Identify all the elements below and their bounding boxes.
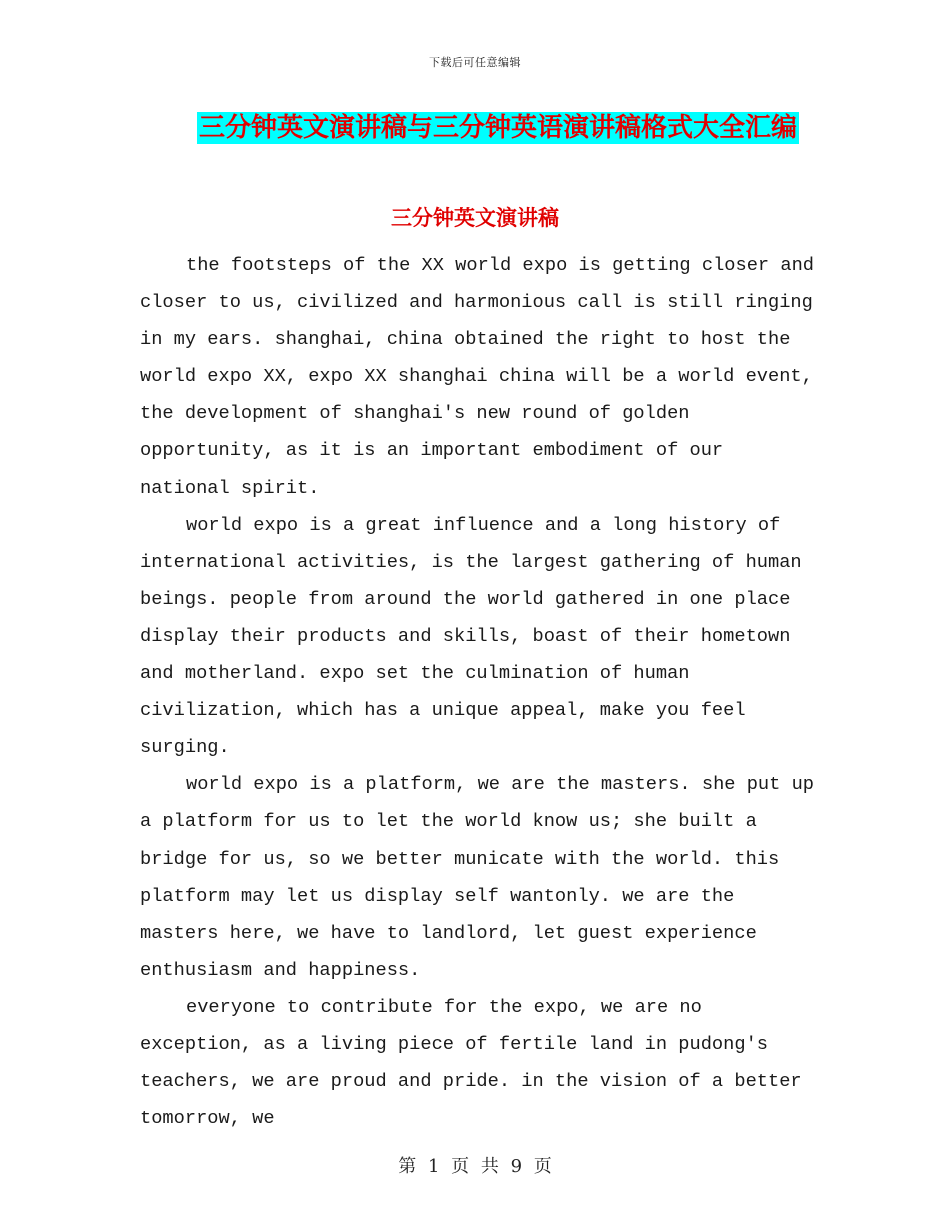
page-number-indicator: 第 1 页 共 9 页 — [398, 1156, 552, 1177]
document-body — [140, 247, 820, 1137]
section-title: 三分钟英文演讲稿 — [391, 206, 559, 230]
main-title-container — [0, 112, 950, 144]
paragraph: world expo is a great influence and a long history of international activities, is the largest gathering of human beings. people from around the world gathered in one place display their products and skills, boast of their hometown and motherland. expo set the culmination of human civilization, which has a unique appeal, make you feel surging. — [140, 513, 802, 759]
document-main-title: 三分钟英文演讲稿与三分钟英语演讲稿格式大全汇编 — [198, 113, 797, 143]
paragraph: world expo is a platform, we are the masters. she put up a platform for us to let the world know us; she built a bridge for us, so we better municate with the world. this platform may let us display self wantonly. we are the masters here, we have to landlord, let guest experience enthusiasm and happiness. — [140, 773, 815, 981]
paragraph: the footsteps of the XX world expo is getting closer and closer to us, civilized and harmonious call is still ringing in my ears. shanghai, china obtained the right to host the world expo XX, expo XX shanghai china will be a world event, the development of shanghai's new round of golden opportunity, as it is an important embodiment of our national spirit. — [140, 254, 815, 499]
paragraph: everyone to contribute for the expo, we are no exception, as a living piece of fertile land in pudong's teachers, we are proud and pride. in the vision of a better tomorrow, we — [140, 995, 802, 1130]
page-header-note: 下载后可任意编辑 — [429, 56, 521, 69]
